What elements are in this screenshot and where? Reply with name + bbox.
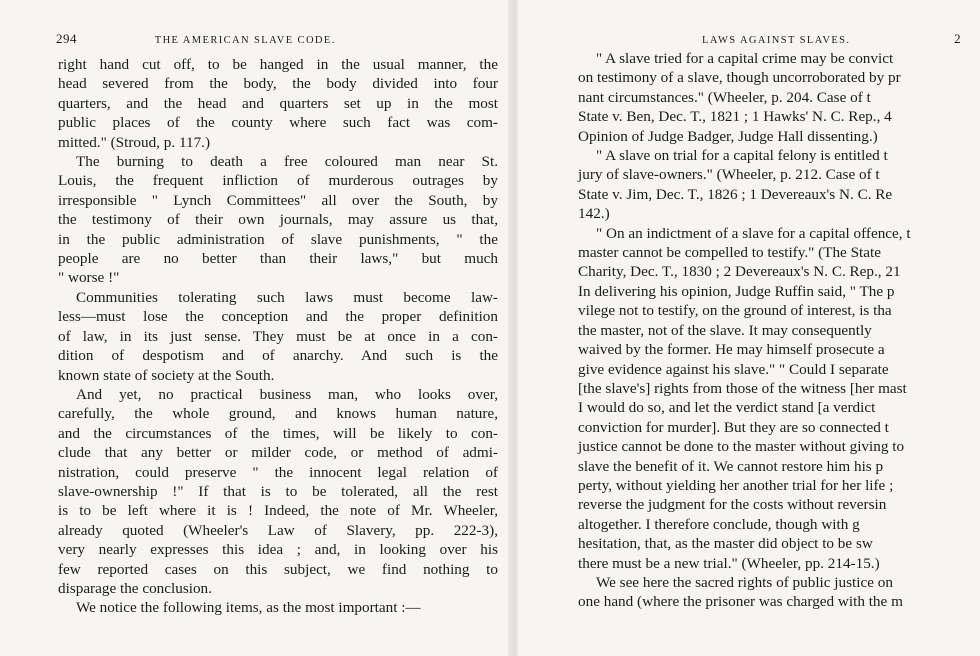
text-line: disparage the conclusion. [58,579,212,597]
text-line: one hand (where the prisoner was charged with the m [578,593,903,611]
text-line: master cannot be compelled to testify." (The State [578,244,881,262]
text-line: perty, without yielding her another trial for her life ; [578,476,894,494]
text-line: " On an indictment of a slave for a capital offence, t [596,224,911,242]
text-line: waived by the former. He may himself prosecute a [578,341,885,359]
text-line: less—must lose the conception and the proper definition [58,308,498,326]
text-line: [the slave's] rights from those of the witness [her mast [578,379,907,397]
text-line: of law, in its just sense. They must be at once in a con- [58,327,498,345]
text-line: Louis, the frequent infliction of murderous outrages by [58,172,498,190]
text-line: give evidence against his slave." " Could I separate [578,360,889,378]
text-line: nant circumstances." (Wheeler, p. 204. Case of t [578,88,871,106]
text-line: slave-ownership !" If that is to be tolerated, all the rest [58,482,498,500]
left-running-head [56,31,336,47]
right-page-number: 2 [954,31,962,46]
text-line: in the public administration of slave punishments, " the [58,230,498,248]
text-line: the master, not of the slave. It may consequently [578,321,872,339]
text-line: irresponsible " Lynch Committees" all over the South, by [58,191,498,209]
text-line: and the circumstances of the times, will be likely to con- [58,424,498,442]
text-line: 142.) [578,205,610,223]
right-running-head [702,31,961,47]
right-running-title: LAWS AGAINST SLAVES. [702,35,851,46]
text-line: We see here the sacred rights of public justice on [596,573,893,591]
left-running-title: THE AMERICAN SLAVE CODE. [154,35,336,46]
left-body-text [58,55,498,618]
text-line: State v. Ben, Dec. T., 1821 ; 1 Hawks' N. C. Rep., 4 [578,108,892,126]
text-line: The burning to death a free coloured man near St. [76,153,498,171]
text-line: altogether. I therefore conclude, though with g [578,515,860,533]
right-page [518,0,980,656]
left-page-number: 294 [56,31,77,46]
text-line: nistration, could preserve " the innocent legal relation of [58,463,498,481]
text-line: In delivering his opinion, Judge Ruffin said, " The p [578,282,895,300]
text-line: Communities tolerating such laws must become law- [76,288,498,306]
text-line: justice cannot be done to the master without giving to [578,438,905,456]
text-line: people are no better than their laws," but much [58,250,498,268]
text-line: clude that any better or milder code, or method of admi- [58,444,498,462]
text-line: dition of despotism and of anarchy. And such is the [58,347,498,365]
text-line: carefully, the whole ground, and knows human nature, [58,405,498,423]
text-line: head severed from the body, the body divided into four [58,75,498,93]
text-line: mitted." (Stroud, p. 117.) [58,133,211,151]
text-line: slave the benefit of it. We cannot restore him his p [578,457,884,475]
text-line: right hand cut off, to be hanged in the usual manner, the [58,56,498,73]
text-line: State v. Jim, Dec. T., 1826 ; 1 Devereaux's N. C. Re [578,185,893,203]
text-line: is to be left where it is ! Indeed, the note of Mr. Wheeler, [58,502,498,520]
text-line: hesitation, that, as the master did object to be sw [578,535,873,553]
text-line: I would do so, and let the verdict stand [a verdict [578,399,876,417]
text-line: very nearly expresses this idea ; and, in looking over his [58,541,498,559]
text-line: already quoted (Wheeler's Law of Slavery, pp. 222-3), [58,521,498,539]
text-line: " A slave on trial for a capital felony is entitled t [596,147,888,165]
text-line: there must be a new trial." (Wheeler, pp. 214-15.) [578,554,880,572]
text-line: Opinion of Judge Badger, Judge Hall dissenting.) [578,127,878,145]
text-line: quarters, and the head and quarters set up in the most [58,94,498,112]
text-line: the testimony of their own journals, may assure us that, [58,211,498,229]
text-line: Charity, Dec. T., 1830 ; 2 Devereaux's N. C. Rep., 21 [578,263,901,281]
text-line: few reported cases on this subject, we find nothing to [58,560,498,578]
text-line: on testimony of a slave, though uncorroborated by pr [578,69,901,87]
text-line: " worse !" [58,269,120,287]
text-line: jury of slave-owners." (Wheeler, p. 212. Case of t [578,166,880,184]
right-body-text [578,49,980,612]
text-line: public places of the county where such fact was com- [58,114,498,132]
text-line: And yet, no practical business man, who looks over, [76,385,498,403]
text-line: " A slave tried for a capital crime may be convict [596,50,894,67]
text-line: reverse the judgment for the costs without reversin [578,496,887,514]
text-line: We notice the following items, as the most important :— [76,599,421,617]
text-line: conviction for murder]. But they are so connected t [578,418,889,436]
text-line: known state of society at the South. [58,366,275,384]
text-line: vilege not to testify, on the ground of interest, is tha [578,302,892,320]
